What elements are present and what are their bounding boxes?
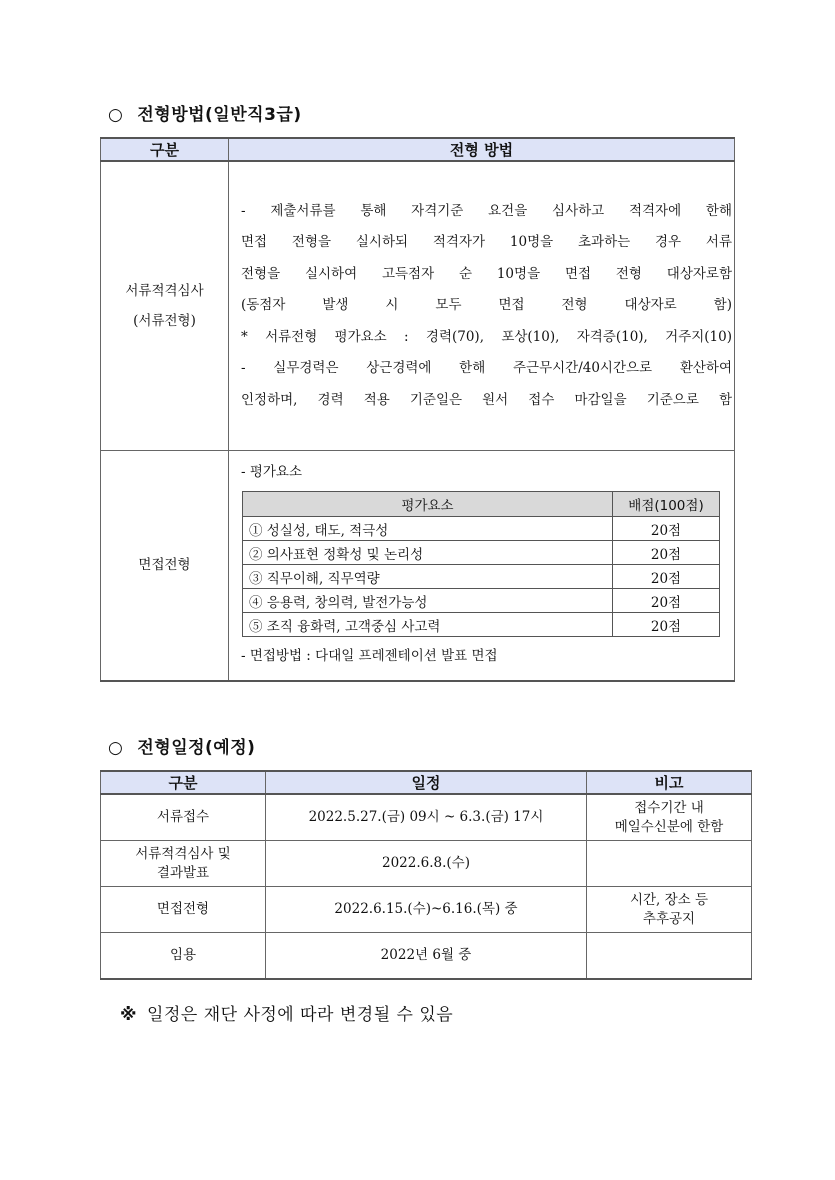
- evaluation-table: [242, 491, 720, 637]
- screening-line: (동점자 발생 시 모두 면접 전형 대상자로 함): [241, 297, 732, 313]
- schedule-category: [101, 933, 266, 980]
- evaluation-row: [243, 517, 720, 541]
- screening-line: - 제출서류를 통해 자격기준 요건을 심사하고 적격자에 한해: [241, 202, 732, 219]
- category-line: 면접전형: [156, 901, 210, 917]
- screening-line: 인정하며, 경력 적용 기준일은 원서 접수 마감일을 기준으로 함: [241, 391, 732, 408]
- circle-bullet-icon: ○: [108, 738, 124, 758]
- header-note: 비고: [587, 771, 752, 794]
- screening-line: * 서류전형 평가요소 : 경력(70), 포상(10), 자격증(10), 거주지(10): [241, 328, 732, 345]
- schedule-note: [587, 887, 752, 933]
- schedule-row: [101, 794, 752, 841]
- interview-category: 면접전형: [101, 450, 229, 681]
- header-category: 구분: [101, 138, 229, 161]
- schedule-date: 2022.6.8.(수): [266, 841, 587, 887]
- section1-heading: [108, 100, 302, 125]
- note-line: 시간, 장소 등: [629, 891, 709, 908]
- schedule-category: [101, 887, 266, 933]
- screening-category: [101, 161, 229, 450]
- table-header-row: [101, 138, 735, 161]
- category-line: 임용: [169, 947, 197, 963]
- evaluation-row: [243, 541, 720, 565]
- interview-method: [229, 450, 735, 681]
- header-schedule: 일정: [266, 771, 587, 794]
- header-category: 구분: [101, 771, 266, 794]
- evaluation-header-row: [243, 492, 720, 517]
- evaluation-score: 20점: [613, 589, 720, 613]
- schedule-category: [101, 794, 266, 841]
- evaluation-elements-label: - 평가요소: [241, 464, 303, 481]
- evaluation-score: 20점: [613, 541, 720, 565]
- schedule-table: [100, 770, 752, 980]
- selection-method-table: [100, 137, 735, 682]
- reference-mark-icon: ※: [120, 1005, 138, 1025]
- evaluation-item: ⑤ 조직 융화력, 고객중심 사고력: [243, 613, 613, 637]
- screening-category-line: 서류적격심사: [125, 282, 204, 299]
- schedule-note: [587, 933, 752, 980]
- schedule-note: [587, 841, 752, 887]
- screening-method: [229, 161, 735, 450]
- evaluation-score: 20점: [613, 565, 720, 589]
- table-header-row: [101, 771, 752, 794]
- evaluation-score: 20점: [613, 613, 720, 637]
- schedule-category: [101, 841, 266, 887]
- evaluation-row: [243, 589, 720, 613]
- footnote-text: 일정은 재단 사정에 따라 변경될 수 있음: [147, 1005, 454, 1025]
- note-line: 추후공지: [642, 910, 696, 927]
- evaluation-item: ① 성실성, 태도, 적극성: [243, 517, 613, 541]
- evaluation-row: [243, 613, 720, 637]
- evaluation-header-score: 배점(100점): [613, 492, 720, 517]
- circle-bullet-icon: ○: [108, 105, 124, 125]
- section2-heading: [108, 733, 255, 758]
- schedule-row: [101, 933, 752, 980]
- category-line: 서류적격심사 및: [135, 845, 231, 862]
- screening-row: [101, 161, 735, 450]
- screening-category-line: (서류전형): [133, 312, 196, 329]
- evaluation-item: ③ 직무이해, 직무역량: [243, 565, 613, 589]
- evaluation-header-item: 평가요소: [243, 492, 613, 517]
- category-line: 서류접수: [156, 809, 210, 825]
- section2-title: 전형일정(예정): [137, 738, 256, 758]
- schedule-date: 2022년 6월 중: [266, 933, 587, 980]
- schedule-row: [101, 841, 752, 887]
- note-line: 접수기간 내: [634, 799, 704, 816]
- screening-line: 전형을 실시하여 고득점자 순 10명을 면접 전형 대상자로함: [241, 265, 732, 282]
- evaluation-score: 20점: [613, 517, 720, 541]
- category-line: 결과발표: [156, 864, 210, 881]
- interview-method-label: - 면접방법 : 다대일 프레젠테이션 발표 면접: [241, 648, 498, 665]
- schedule-date: 2022.6.15.(수)~6.16.(목) 중: [266, 887, 587, 933]
- schedule-date: 2022.5.27.(금) 09시 ~ 6.3.(금) 17시: [266, 794, 587, 841]
- note-line: 메일수신분에 한함: [614, 818, 724, 835]
- header-method: 전형 방법: [229, 138, 735, 161]
- interview-row: [101, 450, 735, 681]
- screening-line: - 실무경력은 상근경력에 한해 주근무시간/40시간으로 환산하여: [241, 360, 732, 376]
- schedule-note: [587, 794, 752, 841]
- schedule-row: [101, 887, 752, 933]
- evaluation-item: ② 의사표현 정확성 및 논리성: [243, 541, 613, 565]
- evaluation-item: ④ 응용력, 창의력, 발전가능성: [243, 589, 613, 613]
- schedule-footnote: [120, 1000, 453, 1025]
- screening-line: 면접 전형을 실시하되 적격자가 10명을 초과하는 경우 서류: [241, 234, 732, 250]
- section1-title: 전형방법(일반직3급): [137, 105, 302, 125]
- evaluation-row: [243, 565, 720, 589]
